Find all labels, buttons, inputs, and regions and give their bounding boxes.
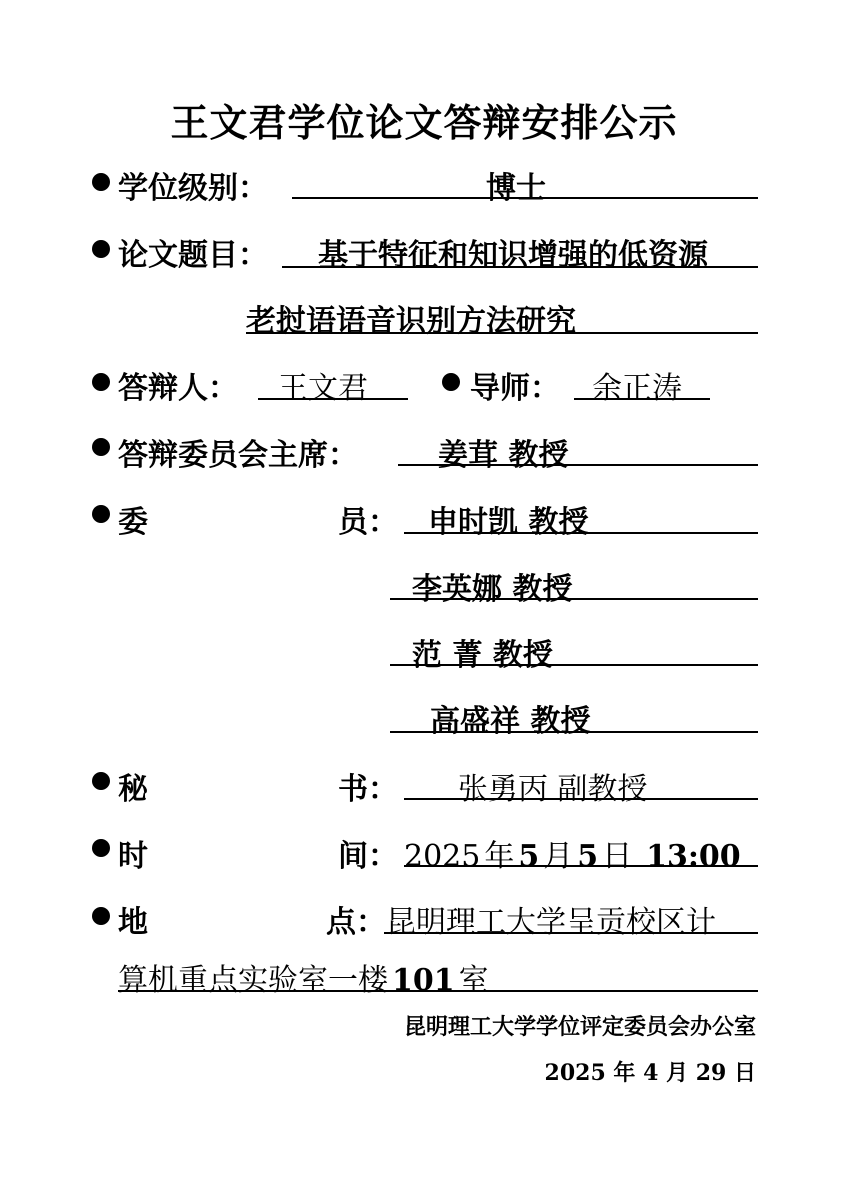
- time-month-unit: 月: [543, 839, 574, 874]
- thesis-underline-1: [282, 266, 758, 268]
- issuer: 昆明理工大学学位评定委员会办公室: [403, 1014, 756, 1040]
- member-2-underline: [390, 598, 758, 600]
- chair-label: 答辩委员会主席：: [118, 438, 358, 473]
- time-label-a: 时: [118, 839, 148, 874]
- advisor-label: 导师：: [470, 371, 560, 406]
- secretary-label-b: 书：: [338, 772, 398, 807]
- member-3-underline: [390, 664, 758, 666]
- members-label-a: 委: [118, 505, 148, 540]
- place-label-b: 点：: [326, 905, 386, 940]
- time-month: 5: [518, 839, 540, 874]
- bullet-icon: [92, 839, 110, 857]
- place-label-a: 地: [118, 905, 148, 940]
- secretary-value: 张勇丙 副教授: [458, 772, 648, 807]
- defender-underline: [258, 398, 408, 400]
- time-year: 2025: [404, 839, 481, 874]
- degree-value: 博士: [486, 171, 546, 206]
- bullet-icon: [92, 438, 110, 456]
- chair-value: 姜茸 教授: [438, 438, 569, 473]
- time-day-unit: 日: [602, 839, 633, 874]
- advisor-value: 余正涛: [592, 371, 682, 406]
- time-value: [404, 831, 741, 875]
- bullet-icon: [92, 240, 110, 258]
- secretary-label-a: 秘: [118, 772, 148, 807]
- member-4: 高盛祥 教授: [430, 704, 591, 739]
- place-line2-b: 室: [458, 963, 489, 998]
- place-underline-2: [118, 990, 758, 992]
- place-underline-1: [384, 932, 758, 934]
- member-1-underline: [404, 532, 758, 534]
- degree-underline: [292, 197, 758, 199]
- thesis-label: 论文题目：: [118, 238, 268, 273]
- bullet-icon: [92, 505, 110, 523]
- place-line2-a: 算机重点实验室一楼: [118, 963, 388, 998]
- bullet-icon: [92, 907, 110, 925]
- defender-value: 王文君: [278, 371, 368, 406]
- time-day: 5: [577, 839, 599, 874]
- member-2: 李英娜 教授: [412, 572, 573, 607]
- time-underline: [404, 865, 758, 867]
- thesis-title-line2: 老挝语语音识别方法研究: [246, 304, 576, 339]
- page-title: 王文君学位论文答辩安排公示: [170, 100, 678, 145]
- bullet-icon: [92, 173, 110, 191]
- time-label-b: 间：: [338, 839, 398, 874]
- place-line2: [118, 955, 489, 999]
- defender-label: 答辩人：: [118, 371, 238, 406]
- thesis-title-line1: 基于特征和知识增强的低资源: [318, 238, 708, 273]
- bullet-icon: [92, 373, 110, 391]
- place-line1: 昆明理工大学呈贡校区计: [386, 905, 716, 940]
- bullet-icon: [442, 373, 460, 391]
- bullet-icon: [92, 772, 110, 790]
- time-clock: 13:00: [646, 839, 741, 874]
- thesis-underline-2: [246, 332, 758, 334]
- degree-label: 学位级别：: [118, 171, 268, 206]
- member-3: 范 菁 教授: [412, 638, 553, 673]
- advisor-underline: [574, 398, 710, 400]
- secretary-underline: [404, 798, 758, 800]
- chair-underline: [398, 464, 758, 466]
- member-1: 申时凯 教授: [428, 505, 589, 540]
- members-label-b: 员：: [338, 505, 398, 540]
- issue-date: 2025 年 4 月 29 日: [544, 1060, 756, 1086]
- place-room: 101: [392, 963, 455, 998]
- member-4-underline: [390, 731, 758, 733]
- time-year-unit: 年: [484, 839, 515, 874]
